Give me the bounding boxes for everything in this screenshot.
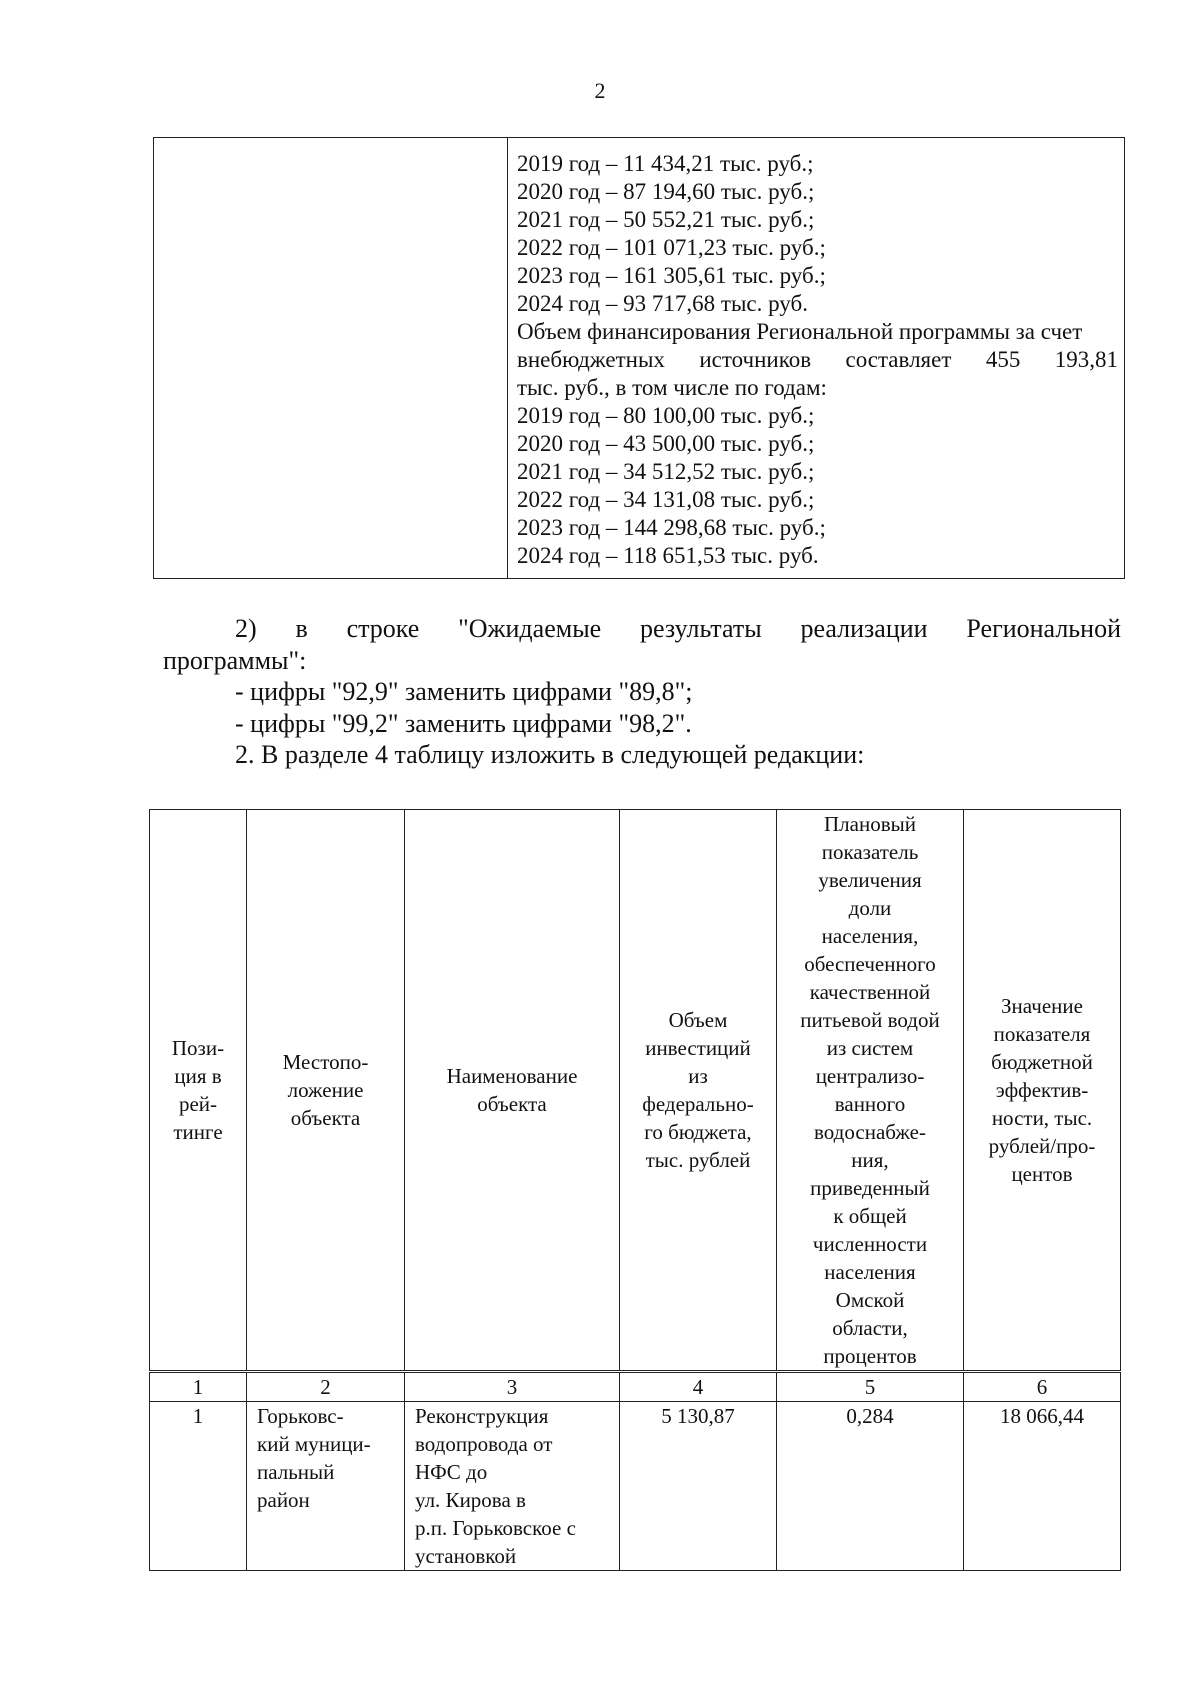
column-number: 3 — [405, 1372, 620, 1402]
cell-indicator: 0,284 — [777, 1402, 964, 1571]
federal-year-line: 2020 год – 87 194,60 тыс. руб.; — [517, 179, 815, 204]
amendment-item-2-continued: программы": — [163, 645, 307, 675]
extrabudget-year-line: 2023 год – 144 298,68 тыс. руб.; — [517, 515, 826, 540]
federal-year-line: 2021 год – 50 552,21 тыс. руб.; — [517, 207, 815, 232]
cell-location: Горьковс- кий муници- пальный район — [247, 1402, 405, 1571]
federal-year-line: 2022 год – 101 071,23 тыс. руб.; — [517, 235, 826, 260]
amendment-item-2: 2) в строке "Ожидаемые результаты реализации Региональной — [235, 614, 1121, 643]
header-object-name: Наименование объекта — [405, 810, 620, 1372]
column-number: 4 — [620, 1372, 777, 1402]
section-4-instruction: 2. В разделе 4 таблицу изложить в следующей редакции: — [235, 740, 865, 769]
financing-label-cell — [154, 138, 508, 579]
extrabudget-year-line: 2022 год – 34 131,08 тыс. руб.; — [517, 487, 815, 512]
amendments-text — [163, 613, 1121, 771]
header-efficiency: Значение показателя бюджетной эффектив- ности, тыс. рублей/про- центов — [964, 810, 1121, 1372]
header-location: Местопо- ложение объекта — [247, 810, 405, 1372]
financing-table — [153, 137, 1125, 579]
column-number: 2 — [247, 1372, 405, 1402]
extrabudget-intro: Объем финансирования Региональной программы за счет — [517, 319, 1083, 344]
replacement-2: - цифры "99,2" заменить цифрами "98,2". — [235, 708, 692, 738]
extrabudget-year-line: 2020 год – 43 500,00 тыс. руб.; — [517, 431, 815, 456]
header-planned-indicator: Плановый показатель увеличения доли населения, обеспеченного качественной питьевой водой из систем централизо- ванного водоснабже- ния, приведенный к общей численности населения Омской области, процентов — [777, 810, 964, 1372]
federal-year-line: 2023 год – 161 305,61 тыс. руб.; — [517, 263, 826, 288]
table-row — [150, 1402, 1121, 1571]
replacement-1: - цифры "92,9" заменить цифрами "89,8"; — [235, 677, 693, 706]
extrabudget-by-year-caption: тыс. руб., в том числе по годам: — [517, 375, 827, 400]
column-number: 5 — [777, 1372, 964, 1402]
extrabudget-year-line: 2019 год – 80 100,00 тыс. руб.; — [517, 403, 815, 428]
extrabudget-year-line: 2024 год – 118 651,53 тыс. руб. — [517, 543, 819, 568]
column-number: 6 — [964, 1372, 1121, 1402]
federal-year-line: 2019 год – 11 434,21 тыс. руб.; — [517, 151, 814, 176]
cell-investment: 5 130,87 — [620, 1402, 777, 1571]
financing-value-cell — [508, 138, 1125, 579]
cell-object-name: Реконструкция водопровода от НФС до ул. Кирова в р.п. Горьковское с установкой — [405, 1402, 620, 1571]
cell-efficiency: 18 066,44 — [964, 1402, 1121, 1571]
federal-year-line: 2024 год – 93 717,68 тыс. руб. — [517, 291, 808, 316]
header-position: Пози- ция в рей- тинге — [150, 810, 247, 1372]
header-investment-volume: Объем инвестиций из федерально- го бюджета, тыс. рублей — [620, 810, 777, 1372]
cell-position: 1 — [150, 1402, 247, 1571]
extrabudget-total: внебюджетных источников составляет 455 193,81 — [517, 347, 1118, 372]
investment-table — [149, 809, 1121, 1571]
column-number: 1 — [150, 1372, 247, 1402]
extrabudget-year-line: 2021 год – 34 512,52 тыс. руб.; — [517, 459, 815, 484]
page-number: 2 — [594, 78, 606, 103]
